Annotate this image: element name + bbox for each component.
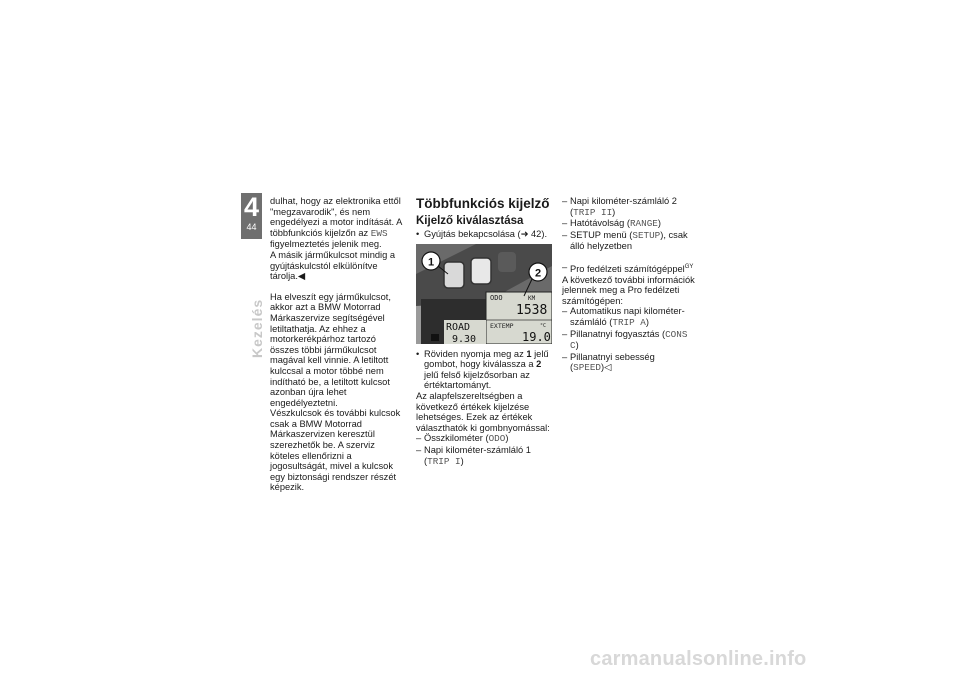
- list-item: – Automatikus napi kilométer-számláló (TRIP A): [562, 306, 698, 328]
- display-code: ODO: [488, 433, 506, 445]
- lcd-bottom: 9.30: [452, 333, 477, 344]
- handlebar-display-photo: [416, 244, 552, 344]
- paragraph-pro-values: A következő további információk jelennek meg a Pro fedélzeti számítógépen:: [562, 274, 695, 306]
- section-subheading: Kijelző kiválasztása: [416, 215, 524, 227]
- display-code: TRIP II: [573, 206, 613, 218]
- option-code: GY: [684, 263, 694, 270]
- list-item: – Pillanatnyi sebesség (SPEED)◁: [562, 352, 698, 374]
- display-code: RANGE: [629, 218, 658, 230]
- lcd-deg: °C: [540, 322, 547, 329]
- lcd-odo: ODO: [490, 293, 503, 302]
- list-item: – Pillanatnyi fogyasztás (CONS C): [562, 329, 698, 352]
- list-item: – Napi kilométer-számláló 1 (TRIP I): [416, 445, 552, 467]
- callout-2: 2: [534, 267, 542, 280]
- paragraph-spare-keys: Vészkulcsok és további kulcsok csak a BMW Motorrad Márkaszervizen keresztül szerezhetők be. A szerviz köteles ellenőrizni a jogosultságát, mivel a kulcsok egy biztonsági rendszer részét képezik.: [270, 408, 401, 493]
- paragraph-ews: [270, 196, 405, 250]
- display-code: CONS C: [570, 328, 688, 352]
- lcd-distance: 1538: [516, 302, 548, 318]
- text-column-3: [562, 196, 698, 374]
- callout-1: 1: [427, 256, 435, 269]
- paragraph-lost-key: Ha elveszít egy járműkulcsot, akkor azt a BMW Motorrad Márkaszervize segítségével letiltathatja. Az ehhez a motorkerékpárhoz tartozó összes többi járműkulcsot magával kell vinnie. A letiltott kulccsal a motor többé nem indítható be, a letiltott kulcsot azonban újra lehet engedélyeztetni.: [270, 291, 391, 408]
- text-run: jelű felső kijelzősorban az értéktartományt.: [424, 369, 530, 391]
- page-number: 44: [246, 222, 257, 232]
- chapter-side-label: Kezelés: [249, 298, 265, 358]
- text-column-2: [416, 196, 552, 467]
- ref-button-1: 1: [526, 348, 532, 359]
- display-code: EWS: [370, 227, 388, 239]
- list-item: – Összkilométer (ODO): [416, 433, 552, 445]
- display-code: SETUP: [632, 229, 661, 241]
- list-item: – Napi kilométer-számláló 2 (TRIP II): [562, 196, 698, 218]
- text-column-1: [270, 196, 405, 493]
- display-code: TRIP A: [612, 317, 646, 329]
- text-run: jelű gombot, hogy kiválassza a: [424, 348, 549, 370]
- list-item: – SETUP menü (SETUP), csak álló helyzetben: [562, 230, 698, 252]
- section-heading: Többfunkciós kijelző: [416, 196, 550, 211]
- lcd-temp: 19.0: [522, 329, 551, 344]
- text-run: figyelmeztetés jelenik meg.: [270, 239, 382, 250]
- lcd-mode: ROAD: [446, 321, 471, 333]
- text-run: dulhat, hogy az elektronika ettől "megzavarodik", és nem engedélyezi a motor indítását. A többfunkciós kijelzőn az: [270, 196, 402, 238]
- list-item: – Hatótávolság (RANGE): [562, 218, 698, 230]
- step-ignition: • Gyújtás bekapcsolása (➜ 42).: [416, 229, 552, 240]
- pro-option-line: – Pro fedélzeti számítógéppel$^{GY}$: [562, 262, 698, 275]
- paragraph-standard-values: Az alapfelszereltségben a következő értékek kijelzése lehetséges. Ezek az értékek választhatók ki gombnyomással:: [416, 390, 550, 433]
- watermark-footer: carmanualsonline.info: [590, 648, 807, 670]
- lcd-km: KM: [528, 294, 536, 302]
- lcd-extemp: EXTEMP: [490, 321, 514, 330]
- display-code: TRIP I: [427, 455, 461, 467]
- ref-row-2: 2: [536, 359, 542, 370]
- step-select-range: [416, 349, 552, 391]
- paragraph-key-storage: A másik járműkulcsot mindig a gyújtáskulcstól elkülönítve tárolja.◀: [270, 249, 396, 282]
- text-run: Röviden nyomja meg az: [424, 348, 527, 359]
- chapter-tab: [241, 193, 262, 239]
- chapter-number: 4: [243, 192, 260, 222]
- display-code: SPEED: [573, 362, 602, 374]
